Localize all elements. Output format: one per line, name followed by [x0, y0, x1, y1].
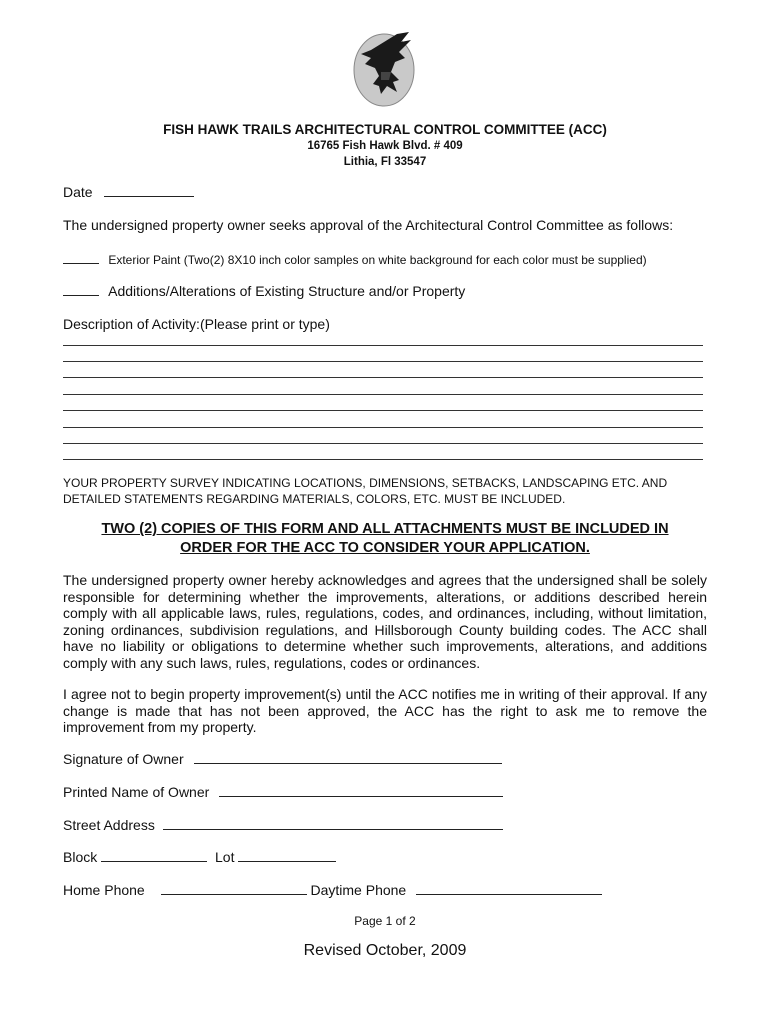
signature-blank[interactable]	[194, 751, 502, 764]
copies-notice-line-2: ORDER FOR THE ACC TO CONSIDER YOUR APPLICATION.	[180, 540, 590, 556]
printed-name-label: Printed Name of Owner	[63, 784, 210, 800]
description-line[interactable]	[63, 345, 703, 346]
description-line[interactable]	[63, 361, 703, 362]
daytime-phone-blank[interactable]	[416, 882, 602, 895]
address-line-1: 16765 Fish Hawk Blvd. # 409	[307, 140, 463, 152]
option-exterior-paint[interactable]	[63, 251, 647, 267]
home-phone-blank[interactable]	[161, 882, 307, 895]
agreement-paragraph: I agree not to begin property improvement(s) until the ACC notifies me in writing of their approval. If any change is made that has not been approved, the ACC has the right to ask me to remove the improvement from my property.	[63, 686, 707, 735]
additions-checkbox-blank[interactable]	[63, 283, 99, 296]
street-address-label: Street Address	[63, 817, 155, 833]
option-additions-label: Additions/Alterations of Existing Structure and/or Property	[108, 283, 466, 299]
description-line[interactable]	[63, 427, 703, 428]
description-line[interactable]	[63, 443, 703, 444]
eagle-icon	[351, 28, 421, 108]
description-line[interactable]	[63, 410, 703, 411]
lot-blank[interactable]	[238, 849, 336, 862]
survey-notice-line-1: YOUR PROPERTY SURVEY INDICATING LOCATIONS, DIMENSIONS, SETBACKS, LANDSCAPING ETC. AND	[63, 476, 668, 490]
street-address-blank[interactable]	[163, 817, 503, 830]
home-phone-label: Home Phone	[63, 882, 145, 898]
block-lot-field[interactable]	[63, 849, 336, 865]
date-field[interactable]	[63, 184, 194, 200]
description-line[interactable]	[63, 377, 703, 378]
date-blank[interactable]	[104, 184, 194, 197]
intro-text: The undersigned property owner seeks approval of the Architectural Control Committee as follows:	[63, 217, 674, 233]
option-additions[interactable]	[63, 283, 465, 299]
printed-name-field[interactable]	[63, 784, 503, 800]
date-label: Date	[63, 184, 93, 200]
block-blank[interactable]	[101, 849, 207, 862]
printed-name-blank[interactable]	[219, 784, 503, 797]
acknowledgement-paragraph: The undersigned property owner hereby acknowledges and agrees that the undersigned shall be solely responsible for determining whether the improvements, alterations, or additions described herein comply with all applicable laws, rules, regulations, codes, and ordinances, including, without limitation, zoning ordinances, subdivision regulations, and Hillsborough County building codes. The ACC shall have no liability or obligations to determine whether such improvements, alterations, and additions comply with any such laws, rules, regulations, codes or ordinances.	[63, 572, 707, 671]
paint-checkbox-blank[interactable]	[63, 251, 99, 264]
form-title: FISH HAWK TRAILS ARCHITECTURAL CONTROL COMMITTEE (ACC)	[163, 122, 607, 137]
signature-field[interactable]	[63, 751, 502, 767]
street-address-field[interactable]	[63, 817, 503, 833]
survey-notice-line-2: DETAILED STATEMENTS REGARDING MATERIALS, COLORS, ETC. MUST BE INCLUDED.	[63, 492, 566, 506]
description-line[interactable]	[63, 394, 703, 395]
signature-label: Signature of Owner	[63, 751, 184, 767]
description-label: Description of Activity:(Please print or type)	[63, 316, 330, 332]
copies-notice	[0, 520, 770, 558]
phone-field[interactable]	[63, 882, 602, 898]
address-line-2: Lithia, Fl 33547	[343, 156, 427, 168]
copies-notice-line-1: TWO (2) COPIES OF THIS FORM AND ALL ATTACHMENTS MUST BE INCLUDED IN	[101, 521, 669, 537]
page-number: Page 1 of 2	[354, 914, 416, 928]
daytime-phone-label: Daytime Phone	[310, 882, 407, 898]
revised-date: Revised October, 2009	[303, 942, 467, 959]
description-line[interactable]	[63, 459, 703, 460]
block-label: Block	[63, 849, 98, 865]
option-paint-label: Exterior Paint (Two(2) 8X10 inch color samples on white background for each color must be supplied)	[108, 253, 647, 267]
lot-label: Lot	[215, 849, 235, 865]
